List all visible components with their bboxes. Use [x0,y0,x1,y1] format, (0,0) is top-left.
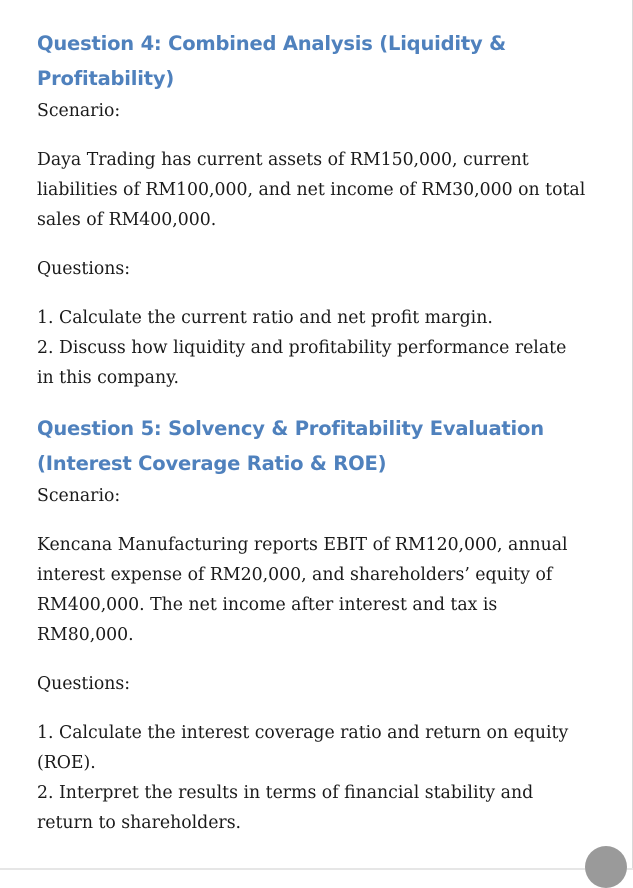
text-line: return to shareholders. [37,813,242,833]
list-item: 1. Calculate the current ratio and net profit margin. [37,308,493,328]
scroll-handle[interactable] [585,846,627,888]
text-line: RM80,000. [37,625,134,645]
heading-line: (Interest Coverage Ratio & ROE) [37,452,387,475]
text-line: 2. Interpret the results in terms of financial stability and [37,783,534,803]
scenario-text [37,530,603,650]
question-4-section [37,26,603,393]
text-line: in this company. [37,368,180,388]
text-line: Daya Trading has current assets of RM150,000, current [37,150,529,170]
questions-list [37,718,603,838]
heading-line: Profitability) [37,67,175,90]
question-4-heading [37,26,603,96]
questions-list [37,303,603,393]
list-item [37,778,603,838]
text-line: Kencana Manufacturing reports EBIT of RM120,000, annual [37,535,568,555]
document-content [37,26,603,838]
text-line: 2. Discuss how liquidity and profitability performance relate [37,338,567,358]
text-line: 1. Calculate the interest coverage ratio and return on equity [37,723,569,743]
text-line: liabilities of RM100,000, and net income of RM30,000 on total [37,180,586,200]
heading-line: Question 5: Solvency & Profitability Evaluation [37,417,544,440]
questions-label: Questions: [37,259,131,279]
list-item [37,718,603,778]
text-line: (ROE). [37,753,96,773]
list-item [37,333,603,393]
text-line: RM400,000. The net income after interest and tax is [37,595,498,615]
scenario-label: Scenario: [37,486,121,506]
scenario-label: Scenario: [37,101,121,121]
text-line: interest expense of RM20,000, and shareholders’ equity of [37,565,553,585]
text-line: sales of RM400,000. [37,210,217,230]
question-5-section [37,411,603,838]
questions-label: Questions: [37,674,131,694]
question-5-heading [37,411,603,481]
heading-line: Question 4: Combined Analysis (Liquidity & [37,32,506,55]
scenario-text [37,145,603,235]
